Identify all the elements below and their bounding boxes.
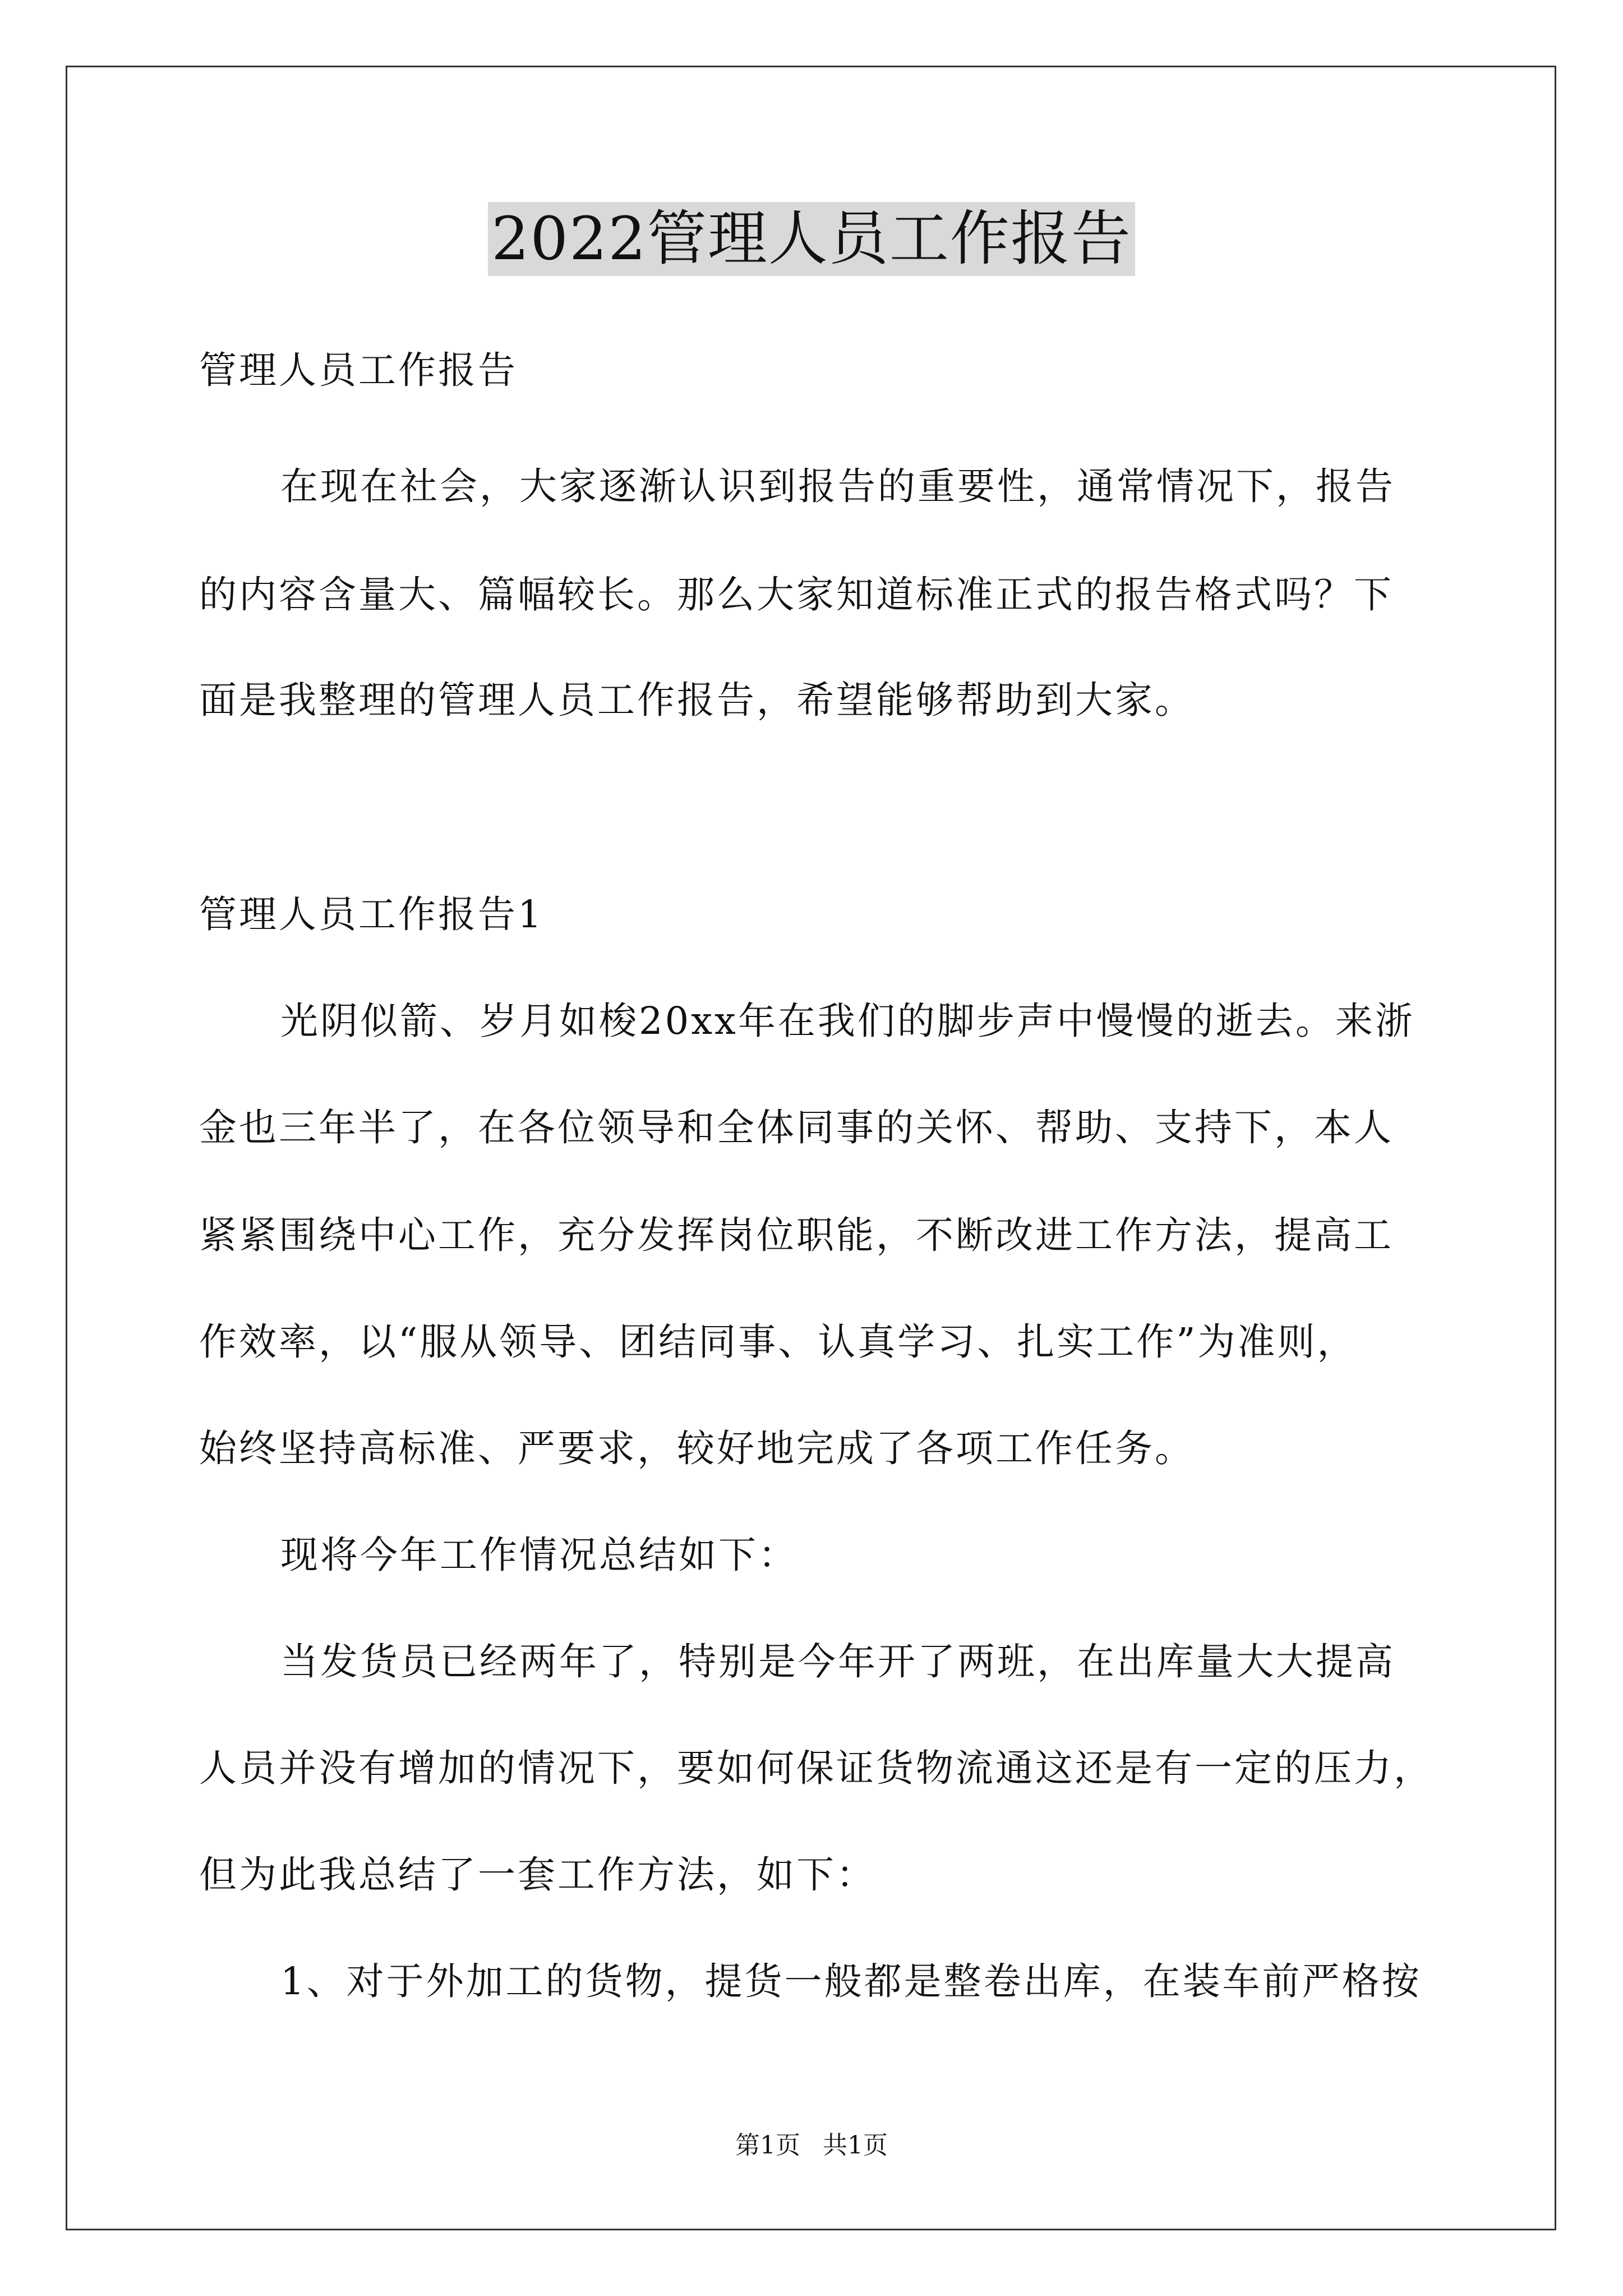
intro-line: 面是我整理的管理人员工作报告，希望能够帮助到大家。: [199, 678, 1195, 722]
report-heading: 管理人员工作报告1: [199, 892, 544, 936]
body-line: 1、对于外加工的货物，提货一般都是整卷出库，在装车前严格按: [280, 1959, 1422, 2003]
body-line: 始终坚持高标准、严要求，较好地完成了各项工作任务。: [199, 1427, 1195, 1470]
page-footer: [0, 2129, 1623, 2162]
body-line: 光阴似箭、岁月如梭20xx年在我们的脚步声中慢慢的逝去。来浙: [280, 999, 1415, 1043]
page-total: 共1页: [823, 2131, 888, 2160]
intro-line: 在现在社会，大家逐渐认识到报告的重要性，通常情况下，报告: [280, 464, 1395, 508]
page-number: 第1页: [735, 2131, 800, 2160]
document-title: 2022管理人员工作报告: [488, 202, 1135, 276]
body-line: 当发货员已经两年了，特别是今年开了两班，在出库量大大提高: [280, 1640, 1395, 1683]
body-line: 金也三年半了，在各位领导和全体同事的关怀、帮助、支持下，本人: [199, 1106, 1394, 1149]
body-line: 作效率，以“服从领导、团结同事、认真学习、扎实工作”为准则，: [199, 1320, 1357, 1364]
body-line: 现将今年工作情况总结如下：: [280, 1533, 798, 1577]
body-line: 但为此我总结了一套工作方法，如下：: [199, 1853, 876, 1897]
body-line: 人员并没有增加的情况下，要如何保证货物流通这还是有一定的压力，: [199, 1746, 1433, 1790]
body-line: 紧紧围绕中心工作，充分发挥岗位职能，不断改进工作方法，提高工: [199, 1213, 1394, 1257]
section-heading: 管理人员工作报告: [199, 348, 518, 392]
title-area: [0, 202, 1623, 276]
intro-line: 的内容含量大、篇幅较长。那么大家知道标准正式的报告格式吗？下: [199, 573, 1394, 616]
